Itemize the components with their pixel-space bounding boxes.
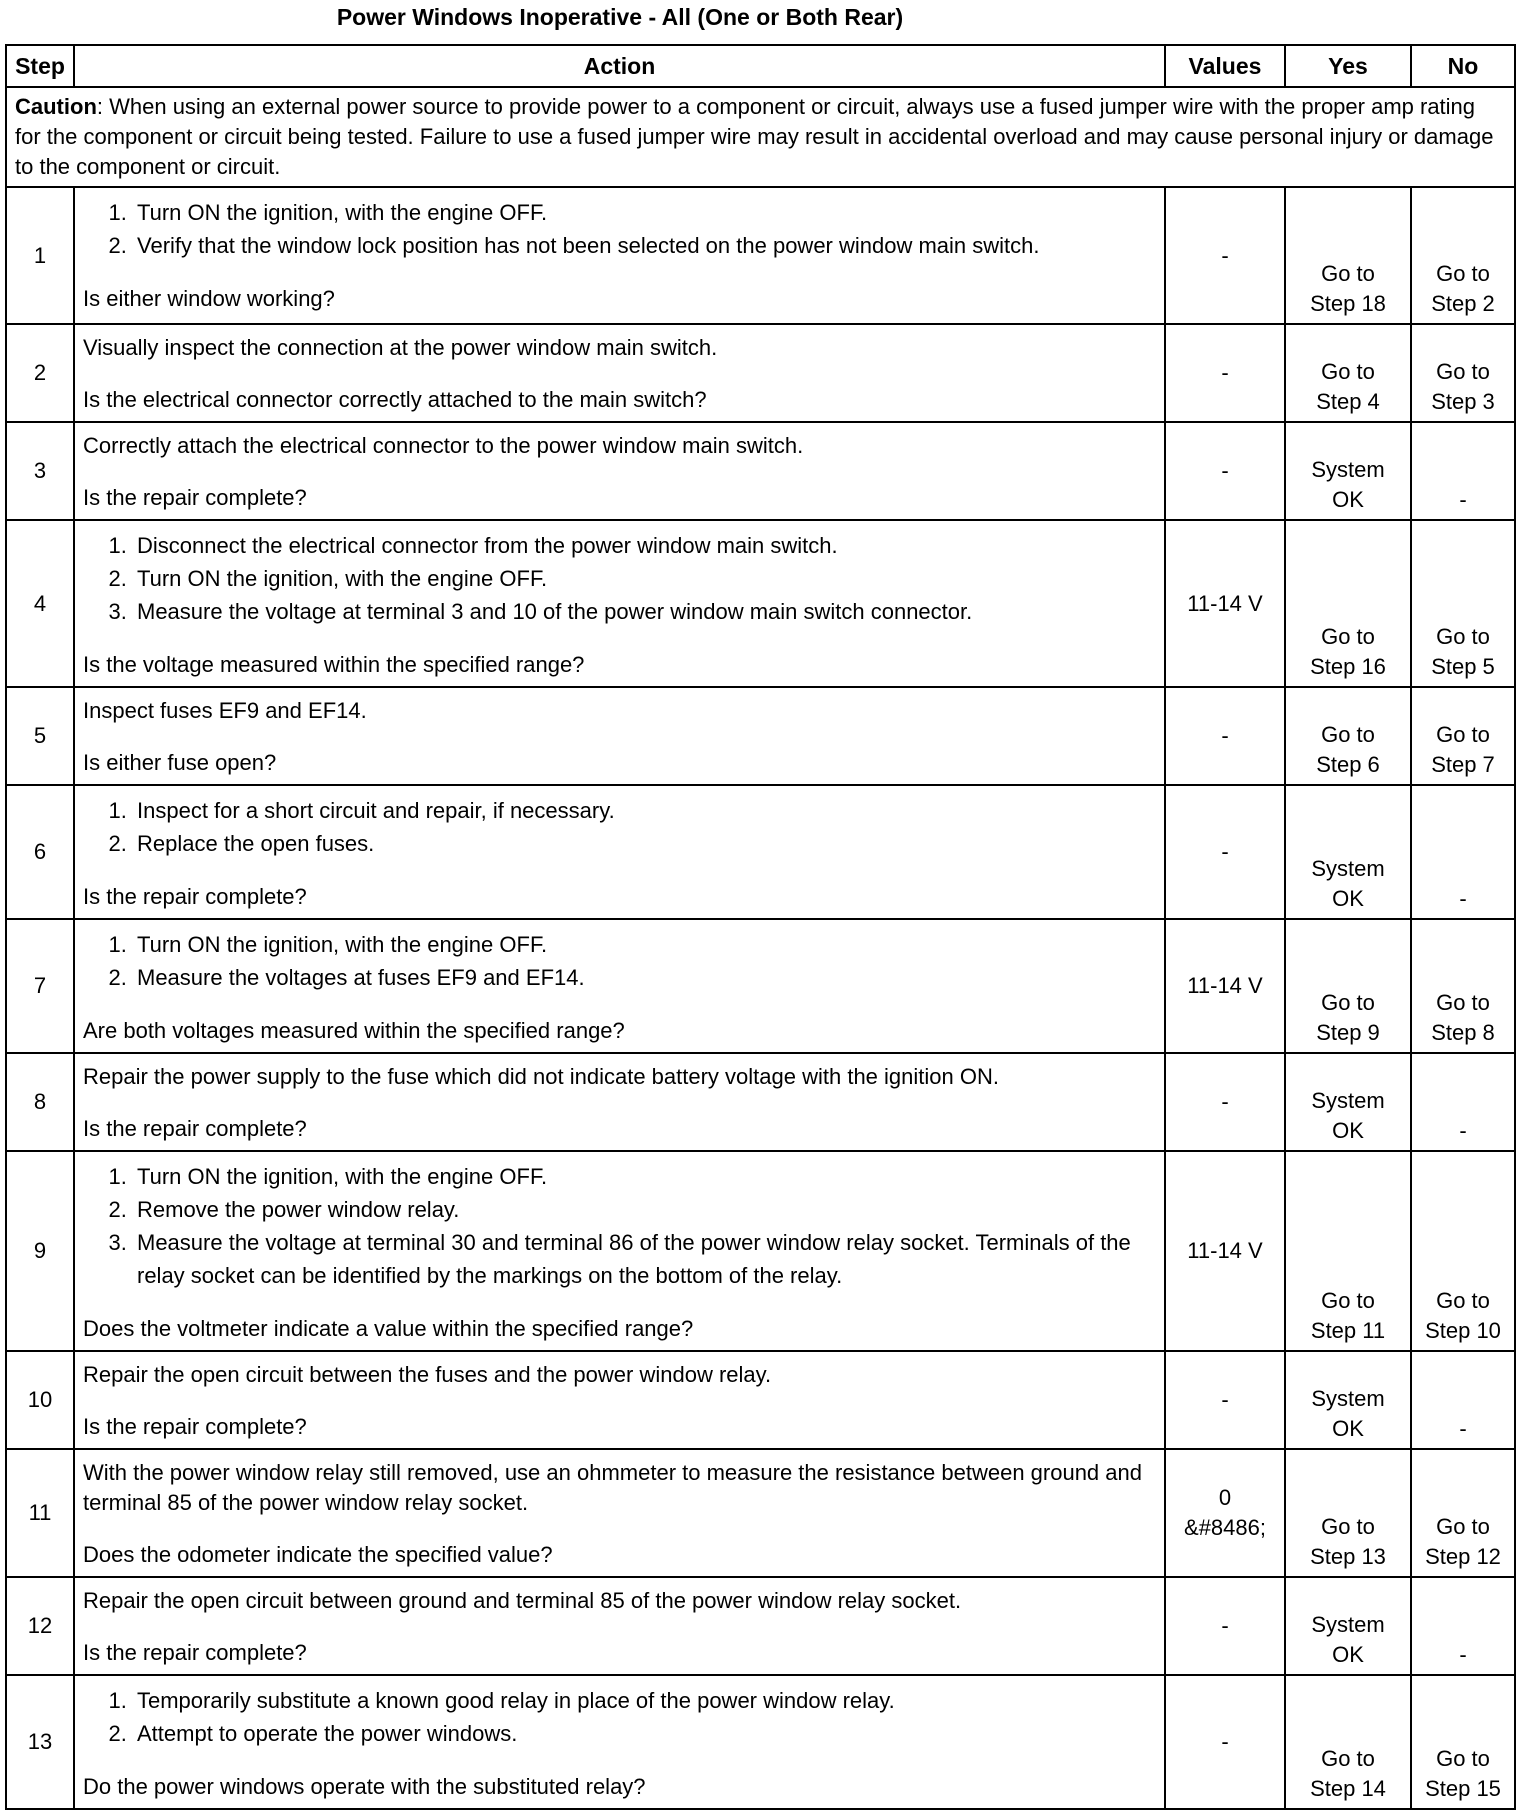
action-list: [83, 196, 1156, 262]
step-no: Go to Step 7: [1411, 687, 1515, 785]
step-number: 3: [6, 422, 74, 520]
action-question: Is the repair complete?: [83, 1640, 307, 1665]
step-yes: System OK: [1285, 1351, 1411, 1449]
step-yes: System OK: [1285, 422, 1411, 520]
step-number: 5: [6, 687, 74, 785]
step-no: -: [1411, 785, 1515, 919]
step-action: [74, 687, 1165, 785]
step-yes: Go to Step 6: [1285, 687, 1411, 785]
table-row: [6, 785, 1515, 919]
step-yes: System OK: [1285, 1053, 1411, 1151]
action-list-item: 1. Turn ON the ignition, with the engine OFF.: [133, 1160, 1156, 1193]
table-row: [6, 324, 1515, 422]
header-action: Action: [74, 45, 1165, 87]
action-list-item: 2. Turn ON the ignition, with the engine OFF.: [133, 562, 1156, 595]
step-action: [74, 1675, 1165, 1809]
step-yes: Go to Step 16: [1285, 520, 1411, 687]
step-value: -: [1165, 422, 1285, 520]
action-list-item: 1. Disconnect the electrical connector from the power window main switch.: [133, 529, 1156, 562]
action-list-item: 1. Inspect for a short circuit and repair, if necessary.: [133, 794, 1156, 827]
step-number: 13: [6, 1675, 74, 1809]
action-question: Is the electrical connector correctly attached to the main switch?: [83, 387, 707, 412]
caution-row: [6, 87, 1515, 187]
step-no: -: [1411, 1351, 1515, 1449]
step-yes: Go to Step 11: [1285, 1151, 1411, 1351]
action-list-item: 1. Turn ON the ignition, with the engine OFF.: [133, 928, 1156, 961]
table-row: [6, 520, 1515, 687]
step-no: Go to Step 10: [1411, 1151, 1515, 1351]
table-row: [6, 919, 1515, 1053]
action-text: With the power window relay still removed, use an ohmmeter to measure the resistance between ground and terminal 85 of the power window relay socket.: [83, 1460, 1142, 1515]
action-text: Repair the power supply to the fuse which did not indicate battery voltage with the ignition ON.: [83, 1064, 999, 1089]
action-list-item: 3. Measure the voltage at terminal 30 and terminal 86 of the power window relay socket. Terminals of the relay socket can be identified by the markings on the bottom of the relay.: [133, 1226, 1156, 1292]
action-list: [83, 928, 1156, 994]
table-row: [6, 1053, 1515, 1151]
step-action: [74, 1449, 1165, 1577]
action-list-item: 3. Measure the voltage at terminal 3 and 10 of the power window main switch connector.: [133, 595, 1156, 628]
step-action: [74, 1577, 1165, 1675]
action-list-item: 2. Verify that the window lock position has not been selected on the power window main switch.: [133, 229, 1156, 262]
action-question: Is either fuse open?: [83, 750, 277, 775]
step-number: 2: [6, 324, 74, 422]
action-question: Is the voltage measured within the specified range?: [83, 652, 585, 677]
step-number: 10: [6, 1351, 74, 1449]
table-row: [6, 1449, 1515, 1577]
action-text: Inspect fuses EF9 and EF14.: [83, 698, 367, 723]
step-value: 0 &#8486;: [1165, 1449, 1285, 1577]
action-question: Is the repair complete?: [83, 485, 307, 510]
step-value: -: [1165, 324, 1285, 422]
step-action: [74, 1053, 1165, 1151]
table-header-row: [6, 45, 1515, 87]
step-no: Go to Step 8: [1411, 919, 1515, 1053]
step-value: -: [1165, 785, 1285, 919]
step-action: [74, 1151, 1165, 1351]
step-value: -: [1165, 1053, 1285, 1151]
action-question: Are both voltages measured within the specified range?: [83, 1018, 625, 1043]
step-no: -: [1411, 1053, 1515, 1151]
action-text: Visually inspect the connection at the power window main switch.: [83, 335, 718, 360]
table-row: [6, 1577, 1515, 1675]
step-no: Go to Step 2: [1411, 187, 1515, 324]
caution-text: : When using an external power source to provide power to a component or circuit, always use a fused jumper wire with the proper amp rating for the component or circuit being tested. Failure to use a fused jumper wire may result in accidental overload and may cause personal injury or damage to the component or circuit.: [15, 94, 1494, 179]
action-question: Is the repair complete?: [83, 1116, 307, 1141]
step-number: 11: [6, 1449, 74, 1577]
action-question: Is the repair complete?: [83, 1414, 307, 1439]
action-list-item: 1. Turn ON the ignition, with the engine OFF.: [133, 196, 1156, 229]
step-value: 11-14 V: [1165, 520, 1285, 687]
step-no: Go to Step 3: [1411, 324, 1515, 422]
step-number: 9: [6, 1151, 74, 1351]
step-no: Go to Step 5: [1411, 520, 1515, 687]
table-row: [6, 687, 1515, 785]
step-yes: Go to Step 13: [1285, 1449, 1411, 1577]
step-value: 11-14 V: [1165, 1151, 1285, 1351]
step-no: -: [1411, 422, 1515, 520]
table-row: [6, 1151, 1515, 1351]
step-value: -: [1165, 187, 1285, 324]
step-action: [74, 1351, 1165, 1449]
step-no: Go to Step 12: [1411, 1449, 1515, 1577]
step-value: 11-14 V: [1165, 919, 1285, 1053]
step-yes: Go to Step 4: [1285, 324, 1411, 422]
step-action: [74, 422, 1165, 520]
step-yes: System OK: [1285, 785, 1411, 919]
action-list-item: 1. Temporarily substitute a known good relay in place of the power window relay.: [133, 1684, 1156, 1717]
step-no: Go to Step 15: [1411, 1675, 1515, 1809]
header-values: Values: [1165, 45, 1285, 87]
diagnostic-table: [5, 44, 1516, 1810]
step-number: 6: [6, 785, 74, 919]
step-number: 7: [6, 919, 74, 1053]
step-number: 12: [6, 1577, 74, 1675]
action-list: [83, 1684, 1156, 1750]
step-yes: Go to Step 9: [1285, 919, 1411, 1053]
step-value: -: [1165, 1351, 1285, 1449]
action-question: Do the power windows operate with the substituted relay?: [83, 1774, 646, 1799]
action-list: [83, 794, 1156, 860]
action-list-item: 2. Measure the voltages at fuses EF9 and EF14.: [133, 961, 1156, 994]
action-text: Repair the open circuit between ground and terminal 85 of the power window relay socket.: [83, 1588, 962, 1613]
action-list: [83, 1160, 1156, 1292]
action-list-item: 2. Replace the open fuses.: [133, 827, 1156, 860]
page-title: Power Windows Inoperative - All (One or Both Rear): [336, 4, 904, 30]
action-question: Does the odometer indicate the specified value?: [83, 1542, 553, 1567]
step-value: -: [1165, 1675, 1285, 1809]
action-question: Does the voltmeter indicate a value within the specified range?: [83, 1316, 694, 1341]
step-action: [74, 187, 1165, 324]
step-yes: Go to Step 14: [1285, 1675, 1411, 1809]
step-number: 4: [6, 520, 74, 687]
table-row: [6, 1675, 1515, 1809]
caution-note: [6, 87, 1515, 187]
action-list-item: 2. Remove the power window relay.: [133, 1193, 1156, 1226]
action-list-item: 2. Attempt to operate the power windows.: [133, 1717, 1156, 1750]
action-list: [83, 529, 1156, 628]
action-text: Repair the open circuit between the fuses and the power window relay.: [83, 1362, 772, 1387]
step-action: [74, 520, 1165, 687]
step-number: 8: [6, 1053, 74, 1151]
header-step: Step: [6, 45, 74, 87]
action-text: Correctly attach the electrical connector to the power window main switch.: [83, 433, 804, 458]
table-row: [6, 1351, 1515, 1449]
caution-label: Caution: [15, 94, 97, 119]
table-row: [6, 422, 1515, 520]
step-value: -: [1165, 687, 1285, 785]
header-no: No: [1411, 45, 1515, 87]
step-no: -: [1411, 1577, 1515, 1675]
step-yes: System OK: [1285, 1577, 1411, 1675]
action-question: Is either window working?: [83, 286, 335, 311]
header-yes: Yes: [1285, 45, 1411, 87]
step-action: [74, 919, 1165, 1053]
action-question: Is the repair complete?: [83, 884, 307, 909]
step-yes: Go to Step 18: [1285, 187, 1411, 324]
step-action: [74, 324, 1165, 422]
step-number: 1: [6, 187, 74, 324]
table-row: [6, 187, 1515, 324]
step-action: [74, 785, 1165, 919]
step-value: -: [1165, 1577, 1285, 1675]
